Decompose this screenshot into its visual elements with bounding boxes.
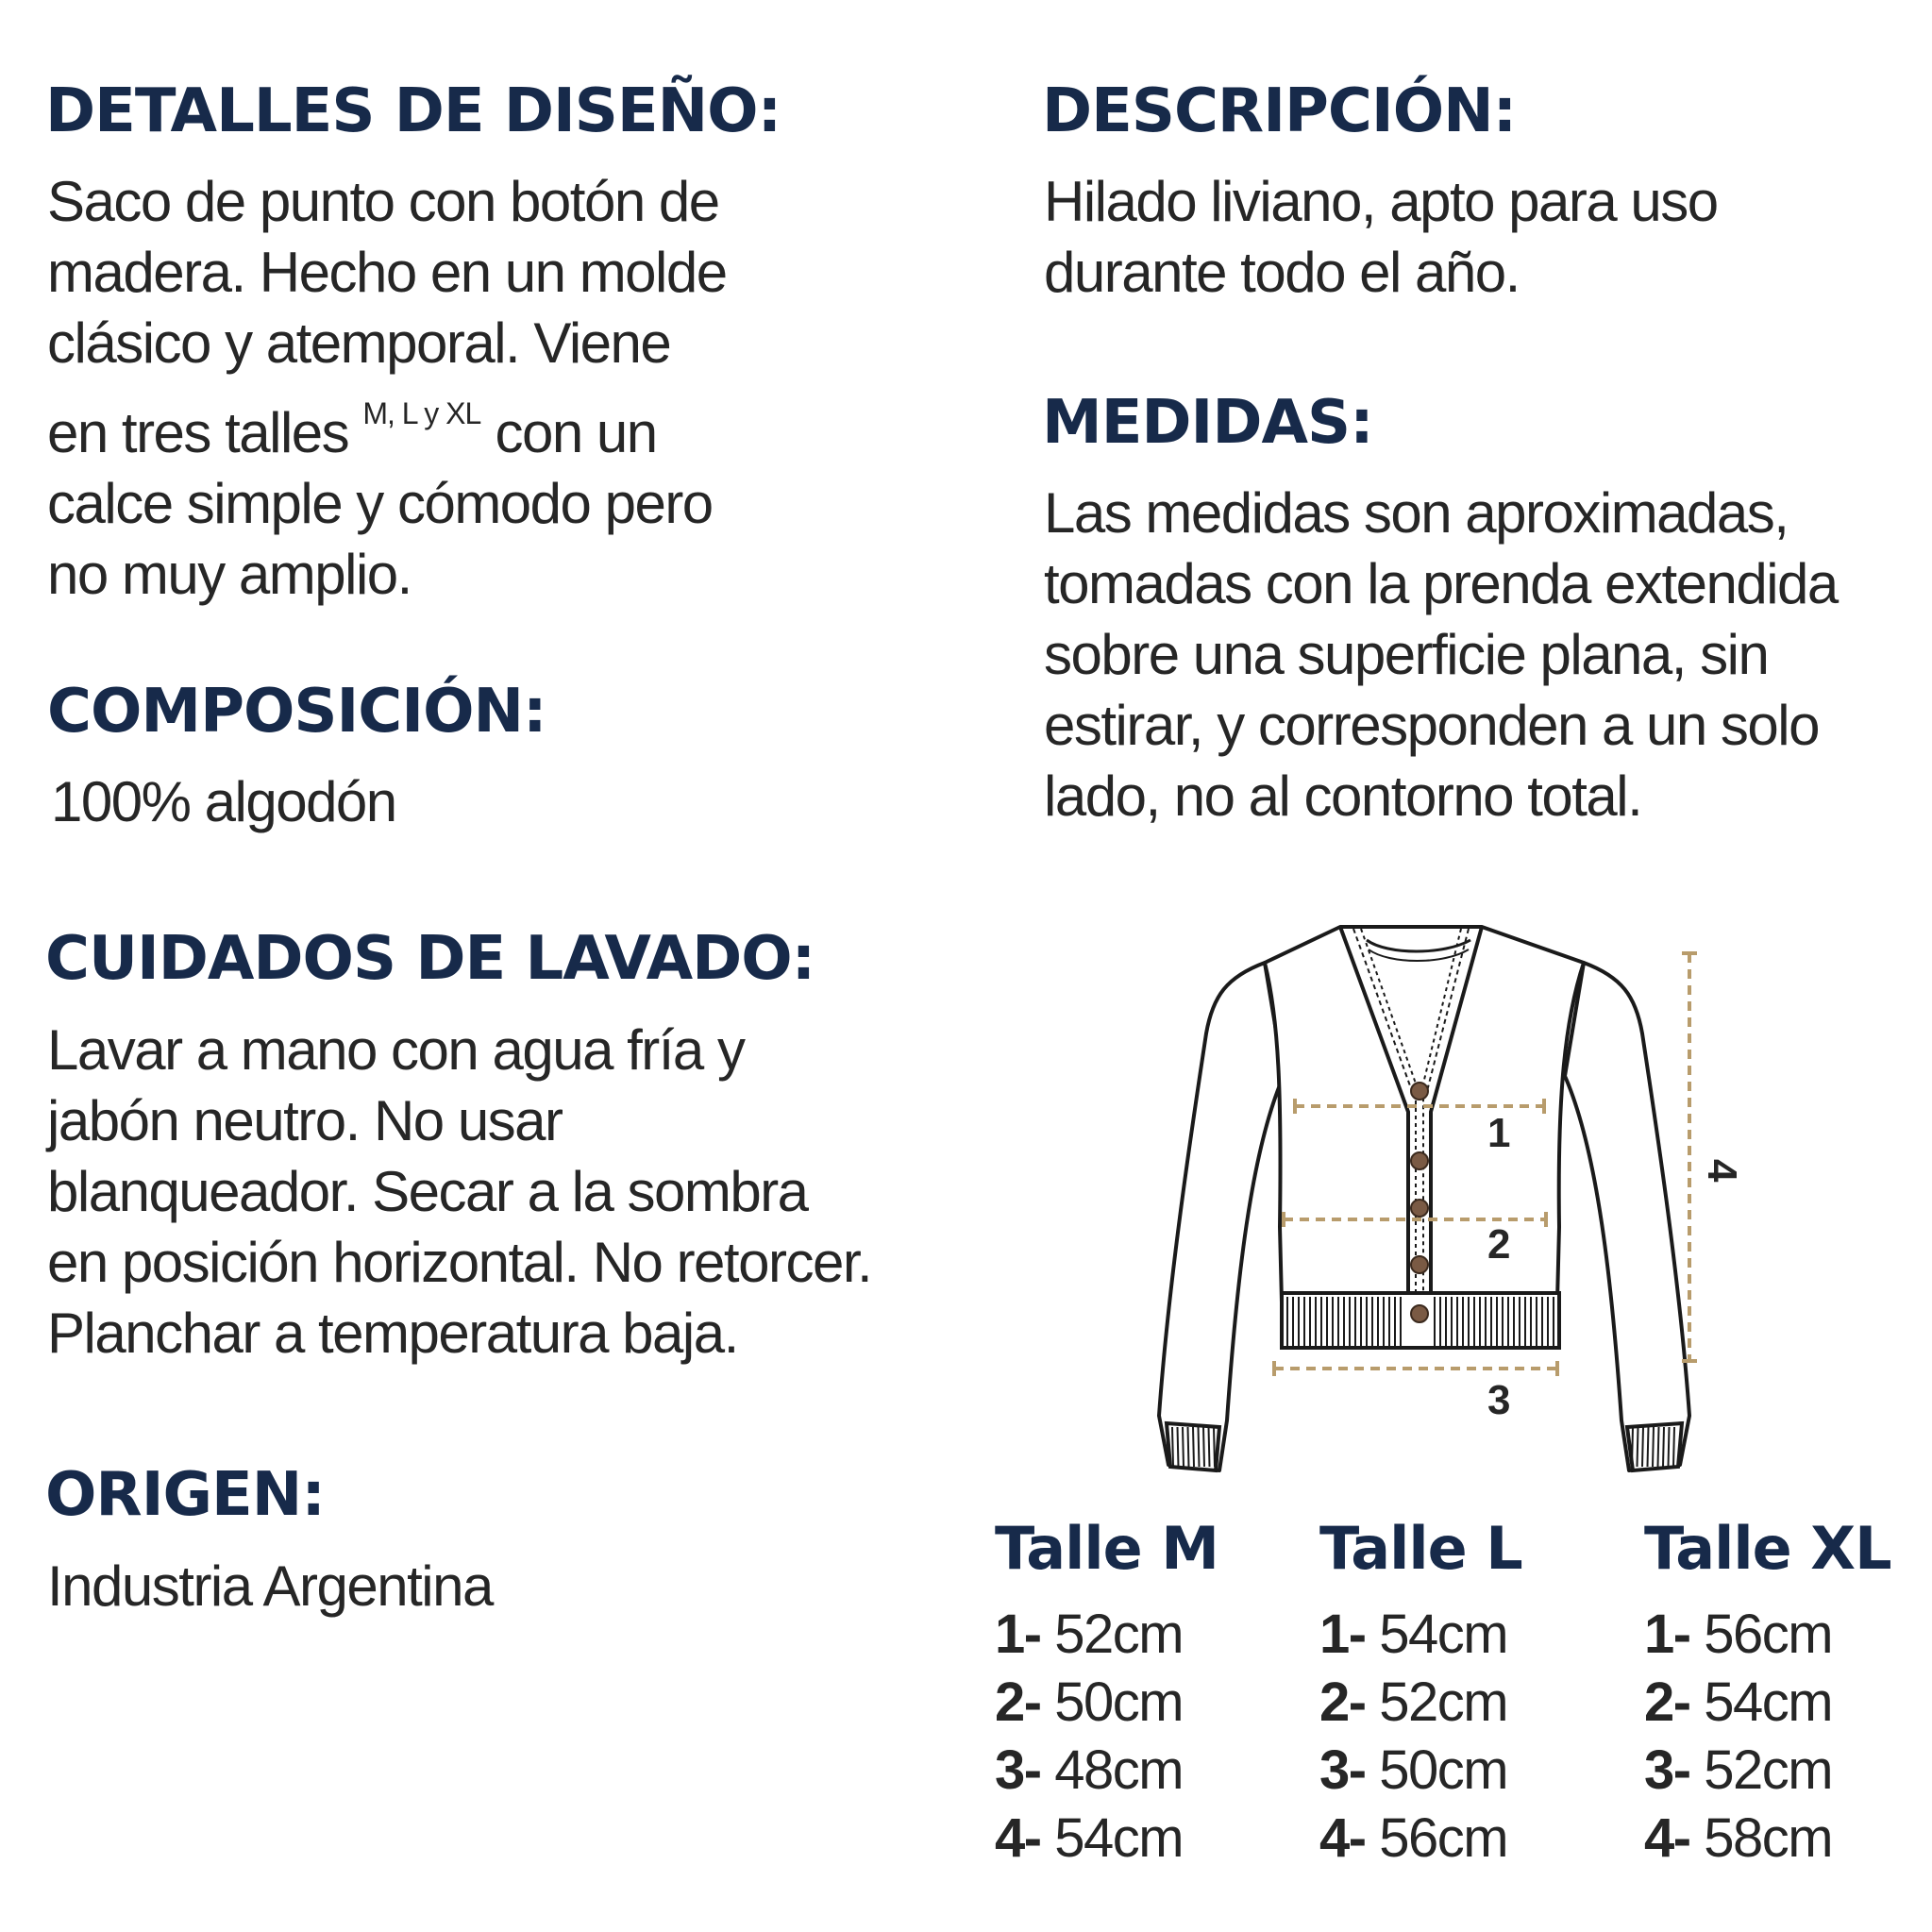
- design-line-4-start: en tres talles: [47, 401, 349, 464]
- size-title: Talle L: [1319, 1514, 1522, 1583]
- row-value: 52cm: [1379, 1672, 1508, 1733]
- right-cuff: [1627, 1423, 1682, 1470]
- size-column-xl: [1644, 1514, 1932, 1873]
- measures-line-1: Las medidas son aproximadas,: [1044, 481, 1789, 545]
- left-cuff: [1167, 1423, 1219, 1470]
- care-line-2: jabón neutro. No usar: [47, 1089, 563, 1152]
- row-number: 4-: [995, 1807, 1041, 1869]
- origin-heading: ORIGEN:: [45, 1460, 325, 1530]
- row-value: 50cm: [1054, 1672, 1184, 1733]
- row-value: 56cm: [1704, 1604, 1833, 1665]
- measures-line-4: estirar, y corresponden a un solo: [1044, 694, 1819, 757]
- description-line-1: Hilado liviano, apto para uso: [1044, 170, 1718, 233]
- row-number: 3-: [1644, 1739, 1690, 1801]
- design-line-5: calce simple y cómodo pero: [47, 472, 713, 535]
- row-value: 50cm: [1379, 1739, 1508, 1801]
- measure-label-4: 4: [1699, 1159, 1745, 1183]
- button: [1411, 1305, 1428, 1322]
- composition-text: [51, 766, 396, 837]
- measure-label-3: 3: [1487, 1377, 1511, 1423]
- measures-heading: MEDIDAS:: [1042, 388, 1373, 458]
- rib-line: [1199, 1427, 1200, 1467]
- rib-line: [1188, 1427, 1189, 1467]
- origin-line-1: Industria Argentina: [47, 1554, 493, 1618]
- design-line-4-end: con un: [495, 401, 657, 464]
- cardigan-measurement-diagram: [1114, 906, 1756, 1482]
- measure-label-2: 2: [1487, 1221, 1511, 1268]
- button: [1411, 1083, 1428, 1100]
- row-value: 54cm: [1379, 1604, 1508, 1665]
- row-number: 4-: [1319, 1807, 1366, 1869]
- care-line-1: Lavar a mano con agua fría y: [47, 1018, 745, 1082]
- row-value: 56cm: [1379, 1807, 1508, 1869]
- row-value: 52cm: [1054, 1604, 1184, 1665]
- size-row: [995, 1805, 1306, 1873]
- composition-line-1: 100% algodón: [51, 770, 396, 833]
- row-value: 48cm: [1054, 1739, 1184, 1801]
- row-number: 1-: [1644, 1604, 1690, 1665]
- care-line-3: blanqueador. Secar a la sombra: [47, 1160, 808, 1223]
- design-details-heading: DETALLES DE DISEÑO:: [45, 76, 781, 146]
- size-row: [995, 1601, 1306, 1669]
- rib-line: [1203, 1427, 1204, 1467]
- rib-line: [1642, 1427, 1643, 1467]
- composition-heading: COMPOSICIÓN:: [47, 677, 546, 747]
- rib-line: [1172, 1427, 1173, 1467]
- rib-line: [1193, 1427, 1194, 1467]
- row-number: 1-: [995, 1604, 1041, 1665]
- size-row: [995, 1669, 1306, 1737]
- size-title: Talle M: [995, 1514, 1218, 1583]
- row-number: 3-: [1319, 1739, 1366, 1801]
- row-number: 3-: [995, 1739, 1041, 1801]
- size-row: [995, 1737, 1306, 1805]
- size-column-l: [1319, 1514, 1631, 1873]
- care-heading: CUIDADOS DE LAVADO:: [45, 924, 815, 994]
- row-value: 58cm: [1704, 1807, 1833, 1869]
- rib-line: [1673, 1427, 1674, 1467]
- size-column-m: [995, 1514, 1306, 1873]
- size-row: [1644, 1669, 1932, 1737]
- rib-line: [1648, 1427, 1649, 1467]
- design-line-4: [47, 378, 727, 468]
- size-row: [1644, 1601, 1932, 1669]
- description-line-2: durante todo el año.: [1044, 241, 1520, 304]
- measure-label-1: 1: [1487, 1110, 1511, 1156]
- rib-line: [1209, 1427, 1210, 1467]
- row-number: 1-: [1319, 1604, 1366, 1665]
- care-text: [47, 1015, 871, 1369]
- button: [1411, 1152, 1428, 1169]
- origin-text: [47, 1551, 493, 1621]
- measures-line-5: lado, no al contorno total.: [1044, 764, 1642, 828]
- measures-text: [1044, 478, 1838, 832]
- sizes-superscript: M, L y XL: [362, 396, 481, 430]
- row-number: 4-: [1644, 1807, 1690, 1869]
- measures-line-2: tomadas con la prenda extendida: [1044, 552, 1838, 615]
- rib-line: [1658, 1427, 1659, 1467]
- design-line-6: no muy amplio.: [47, 543, 412, 606]
- rib-line: [1663, 1427, 1664, 1467]
- size-title: Talle XL: [1644, 1514, 1891, 1583]
- button: [1411, 1256, 1428, 1273]
- design-line-2: madera. Hecho en un molde: [47, 241, 727, 304]
- row-number: 2-: [1319, 1672, 1366, 1733]
- row-number: 2-: [995, 1672, 1041, 1733]
- button: [1411, 1200, 1428, 1217]
- size-row: [1644, 1737, 1932, 1805]
- rib-line: [1178, 1427, 1179, 1467]
- size-row: [1319, 1601, 1631, 1669]
- design-line-3: clásico y atemporal. Viene: [47, 311, 671, 375]
- care-line-4: en posición horizontal. No retorcer.: [47, 1231, 872, 1294]
- size-row: [1319, 1805, 1631, 1873]
- design-line-1: Saco de punto con botón de: [47, 170, 719, 233]
- care-line-5: Planchar a temperatura baja.: [47, 1302, 738, 1365]
- rib-line: [1183, 1427, 1184, 1467]
- measures-line-3: sobre una superficie plana, sin: [1044, 623, 1769, 686]
- size-row: [1644, 1805, 1932, 1873]
- size-row: [1319, 1669, 1631, 1737]
- row-value: 54cm: [1054, 1807, 1184, 1869]
- rib-line: [1669, 1427, 1670, 1467]
- description-heading: DESCRIPCIÓN:: [1042, 76, 1517, 146]
- description-text: [1044, 166, 1718, 308]
- row-value: 54cm: [1704, 1672, 1833, 1733]
- rib-line: [1653, 1427, 1654, 1467]
- rib-line: [1214, 1427, 1215, 1467]
- row-value: 52cm: [1704, 1739, 1833, 1801]
- size-row: [1319, 1737, 1631, 1805]
- row-number: 2-: [1644, 1672, 1690, 1733]
- rib-line: [1632, 1427, 1633, 1467]
- design-details-text: [47, 166, 727, 610]
